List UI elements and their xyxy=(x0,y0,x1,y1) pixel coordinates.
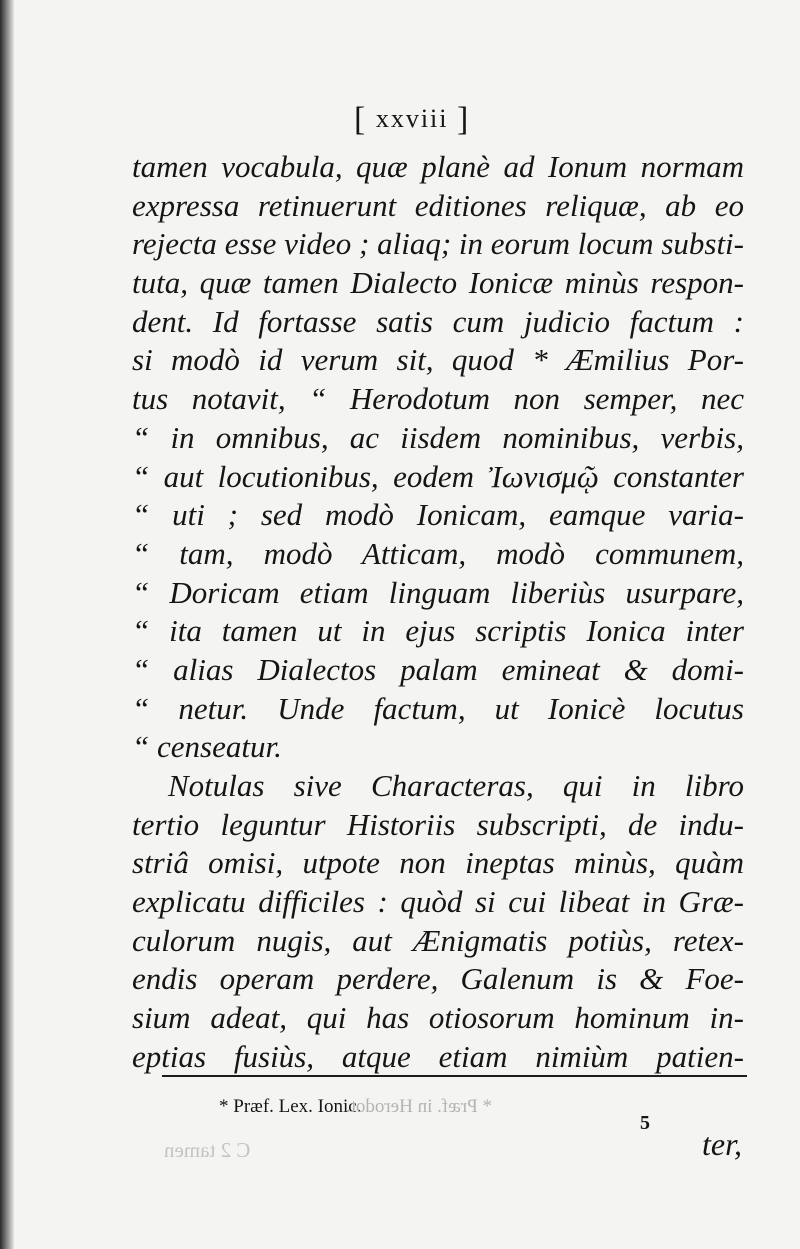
text-line: eptias fusiùs, atque etiam nimiùm patien- xyxy=(132,1038,744,1074)
text-line: “ tam, modò Atticam, modò communem, xyxy=(132,535,744,571)
text-line: explicatu difficiles : quòd si cui libeat in Græ- xyxy=(132,884,744,920)
catchword: ter, xyxy=(702,1126,742,1162)
bleed-through-text: * Præf. in Herodot. xyxy=(345,1096,492,1117)
bleed-through-text-lower: C 2 tamen xyxy=(164,1138,251,1162)
text-line: endis operam perdere, Galenum is & Foe- xyxy=(132,961,744,997)
text-line: tamen vocabula, quæ planè ad Ionum normam xyxy=(132,149,744,184)
text-line: expressa retinuerunt editiones reliquæ, ab eo xyxy=(132,187,744,223)
page-edge-shadow xyxy=(0,0,14,1249)
text-line: culorum nugis, aut Ænigmatis potiùs, retex- xyxy=(132,922,744,958)
header-open-bracket: [ xyxy=(354,101,368,138)
text-line: “ aut locutionibus, eodem Ἰωνισμῷ constanter xyxy=(132,458,744,494)
text-line: sium adeat, qui has otiosorum hominum in- xyxy=(132,1000,744,1036)
footnote: * Præf. Lex. Ionic. xyxy=(219,1096,362,1117)
page-number: xxviii xyxy=(375,104,449,133)
book-page xyxy=(14,0,800,1249)
text-line: “ censeatur. xyxy=(132,729,282,765)
text-line: “ uti ; sed modò Ionicam, eamque varia- xyxy=(132,497,744,533)
signature-mark: 5 xyxy=(640,1112,650,1134)
text-line: “ Doricam etiam linguam liberiùs usurpare, xyxy=(132,574,744,610)
text-line: “ ita tamen ut in ejus scriptis Ionica inter xyxy=(132,613,744,649)
text-line: Notulas sive Characteras, qui in libro xyxy=(168,768,744,803)
text-line: “ netur. Unde factum, ut Ionicè locutus xyxy=(132,690,744,726)
text-line: tertio leguntur Historiis subscripti, de indu- xyxy=(132,806,744,842)
text-line: “ alias Dialectos palam emineat & domi- xyxy=(132,651,744,687)
header-close-bracket: ] xyxy=(457,101,471,138)
footnote-rule xyxy=(162,1075,747,1077)
text-line: rejecta esse video ; aliaq; in eorum locum substi- xyxy=(132,226,744,262)
body-text xyxy=(132,148,744,1077)
page-header xyxy=(354,98,470,136)
text-line: “ in omnibus, ac iisdem nominibus, verbis, xyxy=(132,419,744,455)
text-line: dent. Id fortasse satis cum judicio factum : xyxy=(132,303,744,339)
text-line: tuta, quæ tamen Dialecto Ionicæ minùs respon- xyxy=(132,265,744,301)
text-line: tus notavit, “ Herodotum non semper, nec xyxy=(132,381,744,417)
text-line: si modò id verum sit, quod * Æmilius Por- xyxy=(132,342,744,378)
text-line: striâ omisi, utpote non ineptas minùs, quàm xyxy=(132,845,744,881)
